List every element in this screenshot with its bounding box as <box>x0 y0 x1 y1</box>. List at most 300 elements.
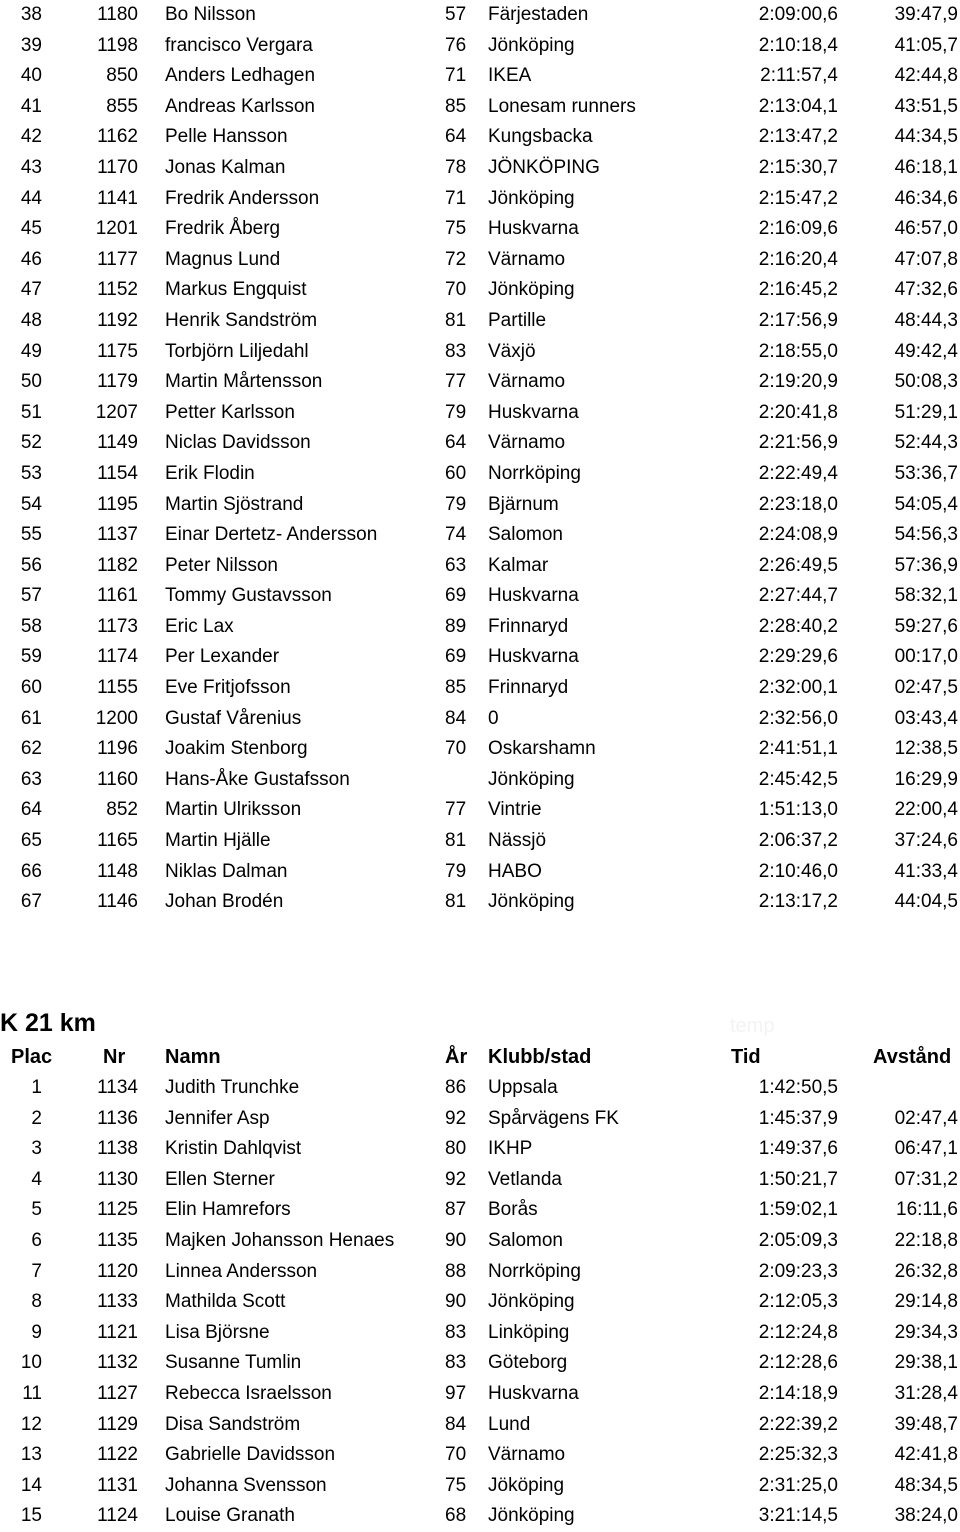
cell-nr: 1179 <box>97 371 138 393</box>
cell-time: 2:23:18,0 <box>758 493 838 515</box>
cell-plac: 46 <box>20 248 42 270</box>
table-row <box>0 1134 960 1165</box>
cell-year: 79 <box>445 860 467 882</box>
cell-name: Martin Mårtensson <box>165 371 323 393</box>
cell-plac: 56 <box>20 554 42 576</box>
cell-club: Värnamo <box>488 248 566 270</box>
cell-club: Borås <box>488 1199 538 1221</box>
cell-year: 70 <box>445 1444 467 1466</box>
cell-gap: 58:32,1 <box>894 585 958 607</box>
cell-plac: 6 <box>31 1229 42 1251</box>
table-row <box>0 1410 960 1441</box>
table-row <box>0 1165 960 1196</box>
cell-club: Bjärnum <box>488 493 559 515</box>
cell-time: 2:41:51,1 <box>758 738 838 760</box>
cell-nr: 1134 <box>97 1077 138 1098</box>
cell-name: Niklas Dalman <box>165 860 288 882</box>
cell-plac: 54 <box>20 493 42 515</box>
cell-year: 81 <box>445 891 467 913</box>
cell-plac: 2 <box>31 1107 42 1129</box>
table-row <box>0 642 960 673</box>
cell-club: Värnamo <box>488 371 566 393</box>
cell-club: Nässjö <box>488 830 547 852</box>
cell-plac: 55 <box>20 524 42 546</box>
cell-club: Göteborg <box>488 1352 568 1374</box>
cell-time: 2:11:57,4 <box>760 65 838 87</box>
cell-time: 2:18:55,0 <box>758 340 838 362</box>
cell-time: 2:15:30,7 <box>758 156 838 178</box>
table-row <box>0 490 960 521</box>
cell-time: 2:22:49,4 <box>758 462 838 484</box>
cell-gap: 06:47,1 <box>894 1138 958 1160</box>
cell-gap: 43:51,5 <box>894 95 958 117</box>
table-row <box>0 153 960 184</box>
cell-name: Rebecca Israelsson <box>165 1382 332 1404</box>
cell-nr: 1131 <box>97 1474 138 1496</box>
cell-club: Huskvarna <box>488 646 579 668</box>
cell-club: IKEA <box>488 65 532 87</box>
cell-gap: 59:27,6 <box>894 615 958 637</box>
cell-nr: 1130 <box>97 1168 138 1190</box>
table-row <box>0 1104 960 1135</box>
cell-year: 64 <box>445 432 467 454</box>
cell-club: IKHP <box>488 1138 533 1160</box>
cell-club: Jönköping <box>488 1291 575 1313</box>
cell-plac: 51 <box>20 401 42 423</box>
header-plac: Plac <box>11 1046 53 1068</box>
table-row <box>0 857 960 888</box>
table-row <box>0 306 960 337</box>
cell-nr: 1122 <box>97 1444 138 1466</box>
cell-name: Andreas Karlsson <box>165 95 315 117</box>
table-row <box>0 734 960 765</box>
cell-gap: 29:38,1 <box>894 1352 958 1374</box>
cell-name: Ellen Sterner <box>165 1168 275 1190</box>
cell-time: 2:14:18,9 <box>758 1382 838 1404</box>
cell-plac: 65 <box>20 830 42 852</box>
cell-year: 88 <box>445 1260 467 1282</box>
cell-club: Norrköping <box>488 462 581 484</box>
cell-plac: 40 <box>20 65 42 87</box>
cell-nr: 1155 <box>97 677 138 699</box>
cell-gap: 49:42,4 <box>894 340 958 362</box>
cell-nr: 1125 <box>97 1199 138 1221</box>
cell-gap: 44:04,5 <box>894 891 958 913</box>
cell-time: 2:19:20,9 <box>758 371 838 393</box>
cell-time: 2:17:56,9 <box>758 309 838 331</box>
cell-gap: 16:29,9 <box>894 768 958 790</box>
cell-nr: 1196 <box>97 738 138 760</box>
cell-year: 87 <box>445 1199 467 1221</box>
cell-name: Martin Hjälle <box>165 830 271 852</box>
cell-plac: 7 <box>31 1260 42 1282</box>
table-row <box>0 612 960 643</box>
cell-name: Jennifer Asp <box>165 1107 270 1129</box>
cell-nr: 1198 <box>97 34 138 56</box>
cell-year: 79 <box>445 493 467 515</box>
cell-time: 2:15:47,2 <box>758 187 838 209</box>
cell-time: 1:42:50,5 <box>758 1077 838 1098</box>
cell-gap: 39:48,7 <box>894 1413 958 1435</box>
table-row <box>0 1195 960 1226</box>
header-club: Klubb/stad <box>488 1046 592 1068</box>
cell-name: Judith Trunchke <box>165 1077 300 1098</box>
cell-name: Gustaf Vårenius <box>165 707 302 729</box>
cell-plac: 48 <box>20 309 42 331</box>
cell-gap: 46:57,0 <box>894 218 958 240</box>
cell-year: 83 <box>445 1352 467 1374</box>
cell-nr: 1154 <box>97 462 138 484</box>
cell-plac: 8 <box>31 1291 42 1313</box>
cell-club: Spårvägens FK <box>488 1107 619 1129</box>
cell-year: 64 <box>445 126 467 148</box>
cell-name: Eve Fritjofsson <box>165 677 291 699</box>
cell-year: 97 <box>445 1382 467 1404</box>
cell-plac: 59 <box>20 646 42 668</box>
cell-year: 71 <box>445 65 467 87</box>
cell-year: 92 <box>445 1107 467 1129</box>
cell-plac: 61 <box>20 707 42 729</box>
cell-year: 74 <box>445 524 467 546</box>
table-row <box>0 673 960 704</box>
table-row <box>0 1318 960 1349</box>
cell-club: Jönköping <box>488 768 575 790</box>
cell-club: Kalmar <box>488 554 549 576</box>
cell-name: Elin Hamrefors <box>165 1199 291 1221</box>
cell-time: 2:24:08,9 <box>758 524 838 546</box>
cell-plac: 9 <box>31 1321 42 1343</box>
table-row <box>0 92 960 123</box>
cell-time: 2:32:00,1 <box>758 677 838 699</box>
cell-club: Norrköping <box>488 1260 581 1282</box>
cell-year: 78 <box>445 156 467 178</box>
cell-plac: 47 <box>20 279 42 301</box>
table-row <box>0 826 960 857</box>
cell-time: 2:10:18,4 <box>758 34 838 56</box>
cell-year: 60 <box>445 462 467 484</box>
cell-name: Jonas Kalman <box>165 156 286 178</box>
table-header-row <box>0 1042 960 1073</box>
cell-year: 83 <box>445 340 467 362</box>
cell-year: 85 <box>445 95 467 117</box>
cell-year: 84 <box>445 1413 467 1435</box>
cell-club: JÖNKÖPING <box>488 156 600 178</box>
cell-nr: 1146 <box>97 891 138 913</box>
cell-gap: 16:11,6 <box>896 1199 958 1221</box>
cell-plac: 10 <box>20 1352 42 1374</box>
cell-gap: 29:34,3 <box>894 1321 958 1343</box>
cell-time: 2:13:47,2 <box>758 126 838 148</box>
cell-time: 2:12:05,3 <box>758 1291 838 1313</box>
cell-plac: 41 <box>20 95 42 117</box>
cell-club: Jönköping <box>488 1505 575 1527</box>
cell-gap: 52:44,3 <box>894 432 958 454</box>
cell-name: Johan Brodén <box>165 891 284 913</box>
cell-plac: 12 <box>20 1413 42 1435</box>
cell-plac: 44 <box>20 187 42 209</box>
cell-nr: 852 <box>106 799 138 821</box>
cell-club: Salomon <box>488 524 563 546</box>
cell-nr: 1162 <box>97 126 138 148</box>
cell-name: Hans-Åke Gustafsson <box>165 768 350 790</box>
cell-nr: 1136 <box>97 1107 138 1129</box>
cell-club: Färjestaden <box>488 4 589 25</box>
cell-year: 90 <box>445 1291 467 1313</box>
cell-time: 2:26:49,5 <box>758 554 838 576</box>
cell-nr: 1149 <box>97 432 138 454</box>
cell-time: 2:32:56,0 <box>758 707 838 729</box>
cell-nr: 1121 <box>97 1321 138 1343</box>
header-gap: Avstånd <box>873 1046 952 1068</box>
cell-name: Lisa Björsne <box>165 1321 270 1343</box>
cell-name: Fredrik Andersson <box>165 187 320 209</box>
cell-plac: 53 <box>20 462 42 484</box>
cell-club: Partille <box>488 309 547 331</box>
cell-time: 1:45:37,9 <box>758 1107 838 1129</box>
cell-gap: 26:32,8 <box>894 1260 958 1282</box>
cell-year: 79 <box>445 401 467 423</box>
cell-plac: 66 <box>20 860 42 882</box>
cell-plac: 4 <box>31 1168 42 1190</box>
table-row <box>0 0 960 31</box>
cell-gap: 50:08,3 <box>894 371 958 393</box>
cell-time: 2:09:23,3 <box>758 1260 838 1282</box>
cell-gap: 29:14,8 <box>894 1291 958 1313</box>
cell-time: 1:51:13,0 <box>758 799 838 821</box>
cell-time: 2:21:56,9 <box>758 432 838 454</box>
cell-name: Martin Sjöstrand <box>165 493 304 515</box>
cell-time: 2:16:45,2 <box>758 279 838 301</box>
cell-club: Vintrie <box>488 799 542 821</box>
cell-plac: 57 <box>20 585 42 607</box>
cell-year: 84 <box>445 707 467 729</box>
cell-name: Kristin Dahlqvist <box>165 1138 302 1160</box>
table-row <box>0 1501 960 1532</box>
cell-name: francisco Vergara <box>165 34 313 56</box>
table-row <box>0 459 960 490</box>
table-row <box>0 245 960 276</box>
cell-year: 76 <box>445 34 467 56</box>
table-row <box>0 367 960 398</box>
cell-nr: 1173 <box>97 615 138 637</box>
cell-year: 80 <box>445 1138 467 1160</box>
cell-name: Per Lexander <box>165 646 280 668</box>
cell-name: Gabrielle Davidsson <box>165 1444 336 1466</box>
cell-gap: 38:24,0 <box>894 1505 958 1527</box>
cell-year: 57 <box>445 4 467 25</box>
cell-club: Huskvarna <box>488 218 579 240</box>
cell-time: 1:49:37,6 <box>758 1138 838 1160</box>
cell-gap: 41:33,4 <box>894 860 958 882</box>
cell-nr: 1129 <box>97 1413 138 1435</box>
cell-plac: 43 <box>20 156 42 178</box>
cell-year: 71 <box>445 187 467 209</box>
cell-plac: 62 <box>20 738 42 760</box>
cell-year: 75 <box>445 218 467 240</box>
cell-name: Anders Ledhagen <box>165 65 316 87</box>
cell-name: Bo Nilsson <box>165 4 256 25</box>
cell-gap: 47:32,6 <box>894 279 958 301</box>
table-row <box>0 122 960 153</box>
cell-club: 0 <box>488 707 499 729</box>
cell-plac: 15 <box>20 1505 42 1527</box>
cell-nr: 1132 <box>97 1352 138 1374</box>
cell-nr: 1152 <box>97 279 138 301</box>
cell-year: 70 <box>445 738 467 760</box>
cell-nr: 1201 <box>95 218 138 240</box>
table-row <box>0 337 960 368</box>
table-row <box>0 275 960 306</box>
table-row <box>0 1073 960 1104</box>
cell-nr: 855 <box>106 95 138 117</box>
cell-plac: 1 <box>31 1077 42 1098</box>
cell-gap: 22:18,8 <box>894 1229 958 1251</box>
table-row <box>0 520 960 551</box>
cell-plac: 52 <box>20 432 42 454</box>
table-row <box>0 581 960 612</box>
table-row <box>0 31 960 62</box>
cell-name: Pelle Hansson <box>165 126 288 148</box>
cell-gap: 54:56,3 <box>894 524 958 546</box>
cell-nr: 1170 <box>97 156 138 178</box>
cell-plac: 58 <box>20 615 42 637</box>
cell-name: Linnea Andersson <box>165 1260 318 1282</box>
cell-gap: 48:34,5 <box>894 1474 958 1496</box>
cell-nr: 1195 <box>97 493 138 515</box>
cell-name: Martin Ulriksson <box>165 799 302 821</box>
cell-plac: 42 <box>20 126 42 148</box>
section-title: K 21 km <box>0 1009 96 1037</box>
cell-nr: 1135 <box>97 1229 138 1251</box>
cell-year: 77 <box>445 371 467 393</box>
cell-club: Lund <box>488 1413 531 1435</box>
cell-gap: 03:43,4 <box>894 707 958 729</box>
cell-year: 69 <box>445 585 467 607</box>
cell-year: 83 <box>445 1321 467 1343</box>
cell-plac: 5 <box>31 1199 42 1221</box>
cell-plac: 64 <box>20 799 42 821</box>
cell-nr: 1120 <box>97 1260 138 1282</box>
cell-club: Huskvarna <box>488 1382 579 1404</box>
cell-time: 1:59:02,1 <box>758 1199 838 1221</box>
cell-nr: 1127 <box>97 1382 138 1404</box>
table-row <box>0 1287 960 1318</box>
cell-nr: 1165 <box>97 830 138 852</box>
cell-year: 81 <box>445 309 467 331</box>
cell-nr: 850 <box>106 65 138 87</box>
cell-name: Petter Karlsson <box>165 401 295 423</box>
cell-time: 2:09:00,6 <box>758 4 838 25</box>
cell-name: Magnus Lund <box>165 248 281 270</box>
cell-gap: 44:34,5 <box>894 126 958 148</box>
cell-name: Majken Johansson Henaes <box>165 1229 395 1251</box>
cell-club: Linköping <box>488 1321 570 1343</box>
cell-gap: 42:44,8 <box>894 65 958 87</box>
cell-gap: 02:47,4 <box>894 1107 958 1129</box>
cell-name: Fredrik Åberg <box>165 218 281 240</box>
cell-time: 2:22:39,2 <box>758 1413 838 1435</box>
cell-plac: 49 <box>20 340 42 362</box>
cell-time: 2:13:04,1 <box>758 95 838 117</box>
table-row <box>0 184 960 215</box>
cell-gap: 46:34,6 <box>894 187 958 209</box>
table-row <box>0 214 960 245</box>
cell-gap: 54:05,4 <box>894 493 958 515</box>
cell-gap: 57:36,9 <box>894 554 958 576</box>
cell-gap: 47:07,8 <box>894 248 958 270</box>
cell-nr: 1133 <box>97 1291 138 1313</box>
cell-year: 81 <box>445 830 467 852</box>
cell-year: 89 <box>445 615 467 637</box>
cell-name: Markus Engquist <box>165 279 307 301</box>
cell-name: Johanna Svensson <box>165 1474 327 1496</box>
cell-name: Eric Lax <box>165 615 234 637</box>
cell-year: 75 <box>445 1474 467 1496</box>
cell-club: Jönköping <box>488 187 575 209</box>
cell-nr: 1174 <box>97 646 138 668</box>
cell-club: Jönköping <box>488 279 575 301</box>
cell-nr: 1180 <box>97 4 138 25</box>
table-row <box>0 704 960 735</box>
header-time: Tid <box>731 1046 761 1068</box>
cell-name: Susanne Tumlin <box>165 1352 302 1374</box>
cell-club: Huskvarna <box>488 401 579 423</box>
table-row <box>0 428 960 459</box>
cell-plac: 67 <box>20 891 42 913</box>
cell-plac: 11 <box>22 1382 42 1404</box>
cell-nr: 1175 <box>97 340 138 362</box>
table-row <box>0 551 960 582</box>
cell-club: Oskarshamn <box>488 738 596 760</box>
table-row <box>0 1257 960 1288</box>
cell-name: Peter Nilsson <box>165 554 278 576</box>
cell-time: 2:12:28,6 <box>758 1352 838 1374</box>
cell-year: 77 <box>445 799 467 821</box>
cell-club: Kungsbacka <box>488 126 593 148</box>
table-row <box>0 398 960 429</box>
section-temp-label: temp <box>730 1015 775 1037</box>
cell-club: Uppsala <box>488 1077 558 1098</box>
cell-plac: 45 <box>20 218 42 240</box>
cell-gap: 22:00,4 <box>894 799 958 821</box>
cell-name: Disa Sandström <box>165 1413 301 1435</box>
cell-gap: 07:31,2 <box>894 1168 958 1190</box>
table-row <box>0 1379 960 1410</box>
table-row <box>0 1440 960 1471</box>
header-name: Namn <box>165 1046 221 1068</box>
cell-club: Värnamo <box>488 1444 566 1466</box>
cell-time: 2:12:24,8 <box>758 1321 838 1343</box>
cell-gap: 31:28,4 <box>894 1382 958 1404</box>
cell-nr: 1160 <box>97 768 138 790</box>
cell-time: 2:16:09,6 <box>758 218 838 240</box>
cell-year: 69 <box>445 646 467 668</box>
cell-year: 72 <box>445 248 467 270</box>
cell-club: Frinnaryd <box>488 615 569 637</box>
cell-name: Einar Dertetz- Andersson <box>165 524 378 546</box>
cell-gap: 46:18,1 <box>894 156 958 178</box>
cell-club: Växjö <box>488 340 536 362</box>
cell-name: Erik Flodin <box>165 462 255 484</box>
cell-gap: 12:38,5 <box>894 738 958 760</box>
cell-year: 85 <box>445 677 467 699</box>
cell-nr: 1207 <box>95 401 138 423</box>
cell-name: Mathilda Scott <box>165 1291 286 1313</box>
cell-club: Vetlanda <box>488 1168 562 1190</box>
cell-time: 2:06:37,2 <box>758 830 838 852</box>
cell-club: Lonesam runners <box>488 95 636 117</box>
cell-time: 2:28:40,2 <box>758 615 838 637</box>
